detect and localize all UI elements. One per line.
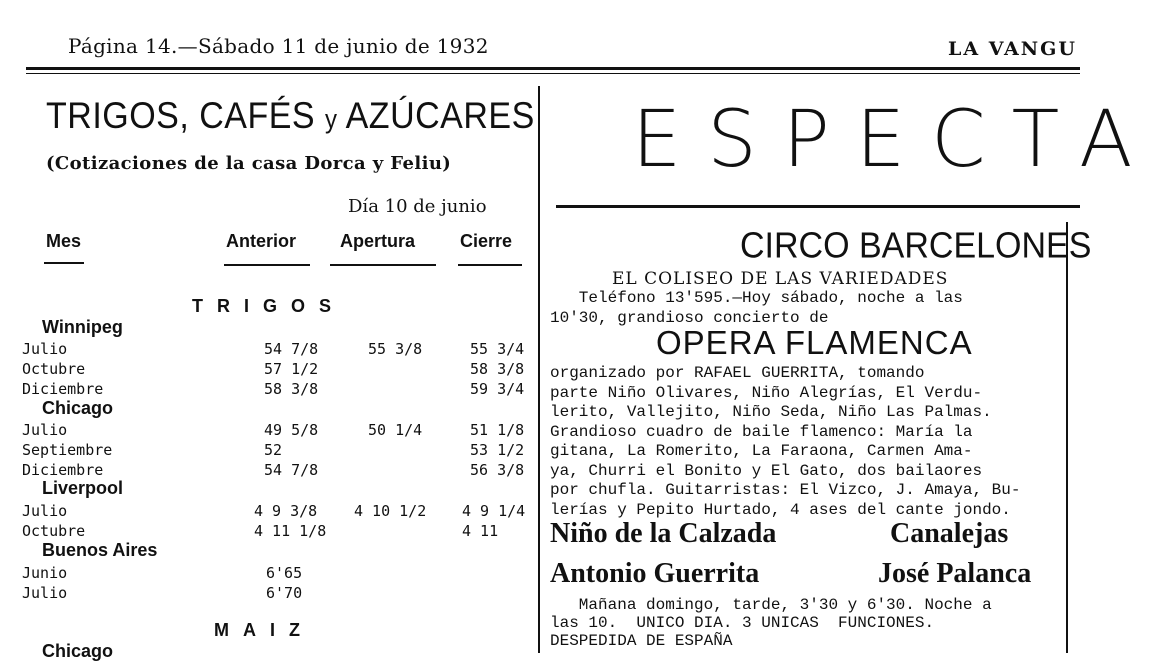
table-cell: Julio	[22, 584, 68, 602]
section-maiz: MAIZ	[214, 620, 314, 640]
table-cell: 6'70	[266, 584, 303, 602]
table-cell: 4 11	[462, 522, 499, 540]
market-buenos-aires: Buenos Aires	[42, 540, 158, 560]
table-cell: 58 3/8	[470, 360, 525, 378]
quote-date: Día 10 de junio	[348, 196, 487, 217]
market-chicago: Chicago	[42, 398, 114, 418]
header-anterior: Anterior	[226, 231, 297, 251]
table-cell: 57 1/2	[264, 360, 319, 378]
table-cell: Octubre	[22, 522, 86, 540]
table-cell: 50 1/4	[368, 421, 423, 439]
table-cell: Diciembre	[22, 380, 104, 398]
underline-apertura	[330, 264, 436, 266]
column-divider	[538, 86, 540, 653]
market-chicago-maiz: Chicago	[42, 641, 114, 661]
table-cell: 6'65	[266, 564, 303, 582]
program-text: organizado por RAFAEL GUERRITA, tomando parte Niño Olivares, Niño Alegrías, El Verdu- lerito, Vallejito, Niño Seda, Niño Las Palmas. Grandioso cuadro de baile flamenco: María la gitana, La Romerito, La Faraona, Carmen Ama- ya, Churri el Bonito y El Gato, dos bailaores por chufla. Guitarristas: El Vizco, J. Amaya, Bu- lerías y Pepito Hurtado, 4 ases del cante jondo.	[550, 364, 1021, 519]
header-mes: Mes	[46, 231, 82, 251]
header-rule-bottom	[26, 73, 1080, 74]
underline-anterior	[224, 264, 310, 266]
table-cell: 4 10 1/2	[354, 502, 427, 520]
section-trigos: TRIGOS	[192, 296, 346, 316]
column-divider-right	[1066, 222, 1068, 653]
table-cell: 49 5/8	[264, 421, 319, 439]
table-cell: 52	[264, 441, 283, 459]
intro-text: Teléfono 13'595.—Hoy sábado, noche a las 10'30, grandioso concierto de	[550, 289, 963, 327]
espectaculos-rule	[556, 205, 1080, 208]
header-apertura: Apertura	[340, 231, 416, 251]
commodities-subtitle: (Cotizaciones de la casa Dorca y Feliu)	[46, 153, 452, 174]
underline-cierre	[458, 264, 522, 266]
market-liverpool: Liverpool	[42, 478, 124, 498]
table-cell: 56 3/8	[470, 461, 525, 479]
footer-text: Mañana domingo, tarde, 3'30 y 6'30. Noche a las 10. UNICO DIA. 3 UNICAS FUNCIONES. DESPEDIDA DE ESPAÑA	[550, 596, 992, 650]
table-cell: 54 7/8	[264, 461, 319, 479]
circo-title: CIRCO BARCELONES	[740, 226, 1092, 266]
table-cell: 4 9 1/4	[462, 502, 526, 520]
table-cell: 51 1/8	[470, 421, 525, 439]
table-cell: Junio	[22, 564, 68, 582]
artist-jose-palanca: José Palanca	[878, 558, 1032, 589]
newspaper-masthead: LA VANGU	[948, 38, 1077, 60]
table-cell: 58 3/8	[264, 380, 319, 398]
table-cell: Septiembre	[22, 441, 113, 459]
table-row: Julio	[22, 340, 68, 358]
table-cell: Julio	[22, 421, 68, 439]
table-cell: 55 3/4	[470, 340, 525, 358]
table-cell: Julio	[22, 502, 68, 520]
page-header-date: Página 14.—Sábado 11 de junio de 1932	[68, 34, 489, 58]
table-cell: 59 3/4	[470, 380, 525, 398]
table-cell: 4 9 3/8	[254, 502, 318, 520]
header-rule-top	[26, 67, 1080, 70]
artist-nino-de-la-calzada: Niño de la Calzada	[550, 518, 777, 549]
artist-antonio-guerrita: Antonio Guerrita	[550, 558, 760, 589]
market-winnipeg: Winnipeg	[42, 317, 123, 337]
opera-flamenca-title: OPERA FLAMENCA	[656, 324, 973, 361]
espectaculos-heading: ESPECTA	[632, 95, 1159, 185]
table-cell: 55 3/8	[368, 340, 423, 358]
coliseo-subtitle: EL COLISEO DE LAS VARIEDADES	[612, 269, 949, 289]
table-cell: 4 11 1/8	[254, 522, 327, 540]
table-cell: Diciembre	[22, 461, 104, 479]
table-cell: 54 7/8	[264, 340, 319, 358]
commodities-title: TRIGOS, CAFÉS y AZÚCARES	[46, 95, 535, 137]
header-cierre: Cierre	[460, 231, 513, 251]
underline-mes	[44, 262, 84, 264]
artist-canalejas: Canalejas	[890, 518, 1009, 549]
table-cell: Octubre	[22, 360, 86, 378]
table-cell: 53 1/2	[470, 441, 525, 459]
